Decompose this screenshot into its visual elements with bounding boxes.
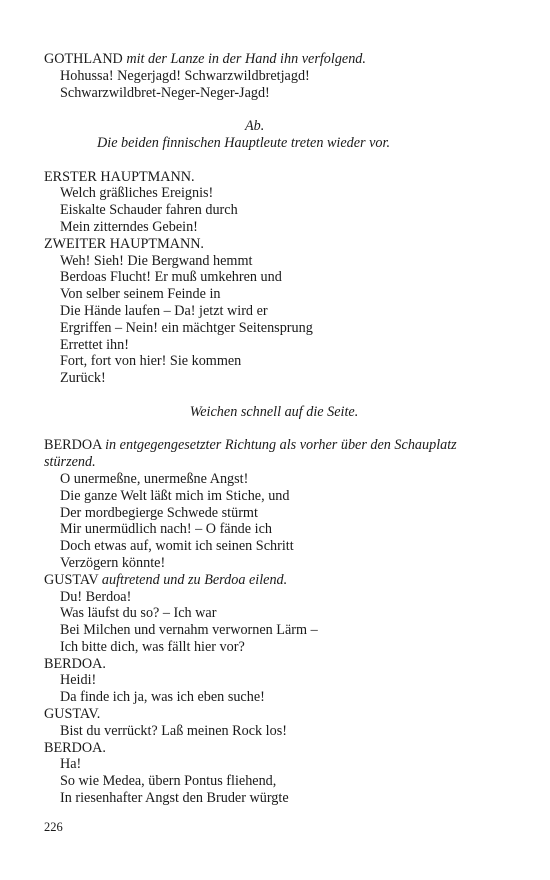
spacer bbox=[44, 152, 504, 169]
speaker-name: ERSTER HAUPTMANN. bbox=[44, 168, 195, 185]
verse-line: Heidi! bbox=[60, 672, 97, 689]
verse-line: Welch gräßliches Ereignis! bbox=[60, 185, 214, 202]
verse-line: In riesenhafter Angst den Bruder würgte bbox=[60, 790, 289, 807]
verse-line: Da finde ich ja, was ich eben suche! bbox=[60, 689, 265, 706]
verse-line: Die ganze Welt läßt mich im Stiche, und bbox=[60, 487, 290, 504]
verse-line: Ha! bbox=[60, 756, 82, 773]
stage-direction: in entgegengesetzter Richtung als vorher über den Schauplatz stürzend. bbox=[44, 437, 457, 471]
verse-line: Zurück! bbox=[60, 370, 106, 387]
stage-direction: mit der Lanze in der Hand ihn verfolgend. bbox=[126, 51, 366, 67]
verse-line: Hohussa! Negerjagd! Schwarzwildbretjagd! bbox=[60, 67, 310, 84]
speaker-name: ZWEITER HAUPTMANN. bbox=[44, 235, 204, 252]
verse-line: Doch etwas auf, womit ich seinen Schritt bbox=[60, 538, 294, 555]
spacer bbox=[44, 387, 504, 404]
speaker-name: GOTHLAND bbox=[44, 51, 123, 67]
verse-line: Die Hände laufen – Da! jetzt wird er bbox=[60, 302, 268, 319]
verse-line: Errettet ihn! bbox=[60, 336, 129, 353]
verse-line: Verzögern könnte! bbox=[60, 554, 166, 571]
speaker-line bbox=[44, 572, 504, 589]
verse-line: Schwarzwildbret-Neger-Neger-Jagd! bbox=[60, 84, 270, 101]
verse-line: Bist du verrückt? Laß meinen Rock los! bbox=[60, 722, 287, 739]
verse-line: Berdoas Flucht! Er muß umkehren und bbox=[60, 269, 282, 286]
play-text bbox=[44, 51, 504, 807]
spacer bbox=[44, 421, 504, 438]
stage-direction: Ab. bbox=[245, 118, 265, 135]
page-number: 226 bbox=[44, 820, 63, 834]
verse-line: Bei Milchen und vernahm verwornen Lärm – bbox=[60, 622, 318, 639]
verse-line: Von selber seinem Feinde in bbox=[60, 286, 221, 303]
verse-line: Der mordbegierge Schwede stürmt bbox=[60, 504, 258, 521]
verse-line: Mir unermüdlich nach! – O fände ich bbox=[60, 521, 272, 538]
verse-line: O unermeßne, unermeßne Angst! bbox=[60, 470, 249, 487]
verse-line: Ergriffen – Nein! ein mächtger Seitensprung bbox=[60, 319, 313, 336]
verse-line: Fort, fort von hier! Sie kommen bbox=[60, 353, 242, 370]
verse-line: Du! Berdoa! bbox=[60, 588, 132, 605]
verse-line: Eiskalte Schauder fahren durch bbox=[60, 202, 238, 219]
speaker-line bbox=[44, 437, 504, 471]
verse-line: Was läufst du so? – Ich war bbox=[60, 605, 217, 622]
spacer bbox=[44, 101, 504, 118]
speaker-name: BERDOA. bbox=[44, 739, 106, 756]
speaker-name: BERDOA. bbox=[44, 655, 106, 672]
stage-direction: auftretend und zu Berdoa eilend. bbox=[101, 571, 288, 588]
stage-direction: Die beiden finnischen Hauptleute treten wieder vor. bbox=[97, 134, 391, 151]
verse-line: So wie Medea, übern Pontus fliehend, bbox=[60, 773, 277, 790]
speaker-name: GUSTAV bbox=[44, 571, 99, 588]
stage-direction: Weichen schnell auf die Seite. bbox=[189, 403, 359, 420]
verse-line: Weh! Sieh! Die Bergwand hemmt bbox=[60, 252, 253, 269]
verse-line: Ich bitte dich, was fällt hier vor? bbox=[60, 638, 245, 655]
verse-line: Mein zitterndes Gebein! bbox=[60, 218, 198, 235]
speaker-name: GUSTAV. bbox=[44, 706, 101, 723]
speaker-name: BERDOA bbox=[44, 437, 102, 454]
speaker-line bbox=[44, 51, 504, 68]
